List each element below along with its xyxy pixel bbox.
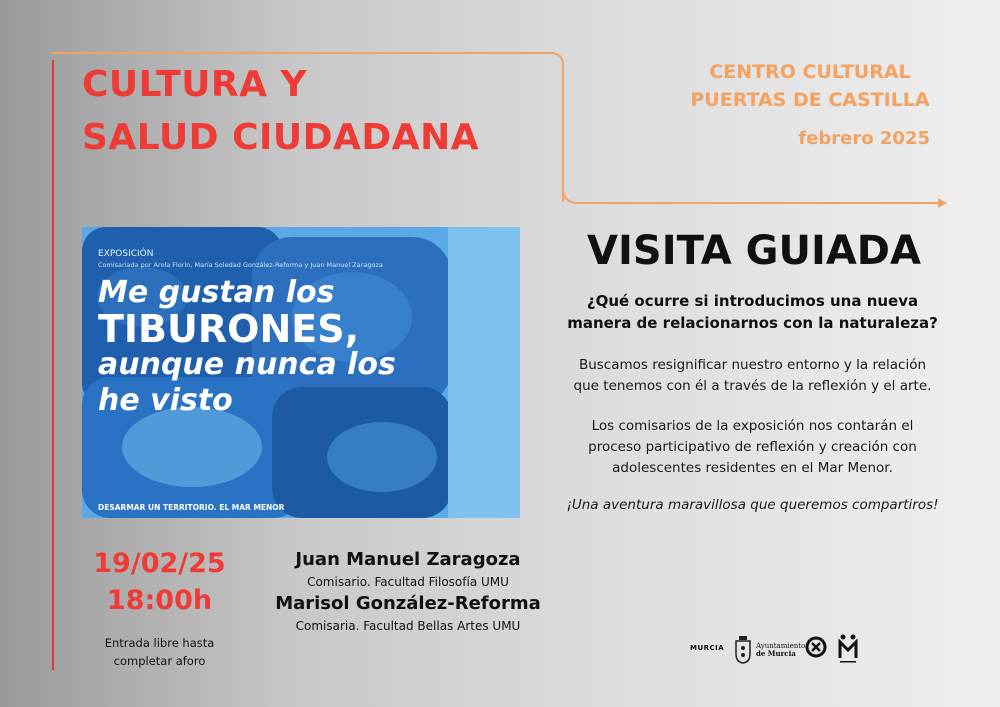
speaker-role: Comisaria. Facultad Bellas Artes UMU (295, 619, 521, 633)
question-line2: manera de relacionarnos con la naturaleza? (567, 314, 938, 332)
speaker-name: Marisol González-Reforma (275, 593, 541, 614)
poster-label: EXPOSICIÓN (98, 249, 154, 259)
poster-title-line4: he visto (98, 383, 233, 418)
entry-line1: Entrada libre hasta (104, 636, 215, 650)
poster-credits: Comisariada por Arola Florin, María Soledad González-Reforma y Juan Manuel Zaragoza (98, 261, 383, 269)
section-heading: VISITA GUIADA (587, 228, 921, 274)
main-title (82, 58, 479, 164)
entry-line2: completar aforo (113, 654, 206, 668)
venue-line2: PUERTAS DE CASTILLA (690, 89, 930, 111)
arrow-right-icon (938, 198, 947, 208)
event-time: 18:00h (106, 585, 213, 616)
sponsor-logos (690, 634, 870, 670)
speakers-list (258, 548, 558, 636)
main-title-line2: SALUD CIUDADANA (82, 117, 480, 158)
ayto-line2: de Murcia (756, 649, 796, 658)
month-label: febrero 2025 (798, 128, 930, 149)
speaker-name: Juan Manuel Zaragoza (295, 549, 521, 570)
culture-logo-icon (805, 636, 827, 658)
poster-title-line2: TIBURONES, (98, 307, 360, 351)
coat-of-arms-icon (734, 636, 752, 664)
para2-line3: adolescentes residentes en el Mar Menor. (612, 460, 893, 476)
murcia-logo: MURCIA (690, 644, 725, 652)
para2-line1: Los comisarios de la exposición nos contarán el (591, 418, 914, 434)
venue-line1: CENTRO CULTURAL (709, 61, 911, 83)
intro-question (560, 290, 945, 334)
poster-title-line1: Me gustan los (98, 275, 335, 310)
poster-title-line3: aunque nunca los (98, 347, 396, 382)
ayto-line1: Ayuntamiento (756, 642, 806, 650)
exhibition-poster (82, 227, 520, 518)
event-date: 19/02/25 (93, 548, 226, 579)
equality-logo-icon (838, 634, 858, 666)
poster-footer: DESARMAR UN TERRITORIO. EL MAR MENOR (98, 503, 285, 512)
speaker-role: Comisario. Facultad Filosofía UMU (307, 575, 509, 589)
para1-line2: que tenemos con él a través de la reflexión y el arte. (573, 378, 932, 394)
paragraph-1 (560, 355, 945, 397)
entry-note (82, 634, 237, 670)
ayuntamiento-logo (756, 642, 805, 658)
venue-name (660, 58, 960, 114)
closing-line: ¡Una aventura maravillosa que queremos compartiros! (566, 497, 939, 513)
event-datetime (82, 545, 237, 619)
question-line1: ¿Qué ocurre si introducimos una nueva (586, 292, 919, 310)
para1-line1: Buscamos resignificar nuestro entorno y la relación (578, 357, 927, 373)
para2-line2: proceso participativo de reflexión y creación con (588, 439, 917, 455)
poster-title (98, 275, 396, 419)
orange-connector-line (562, 150, 942, 204)
paragraph-2 (560, 416, 945, 479)
main-title-line1: CULTURA Y (82, 64, 308, 105)
